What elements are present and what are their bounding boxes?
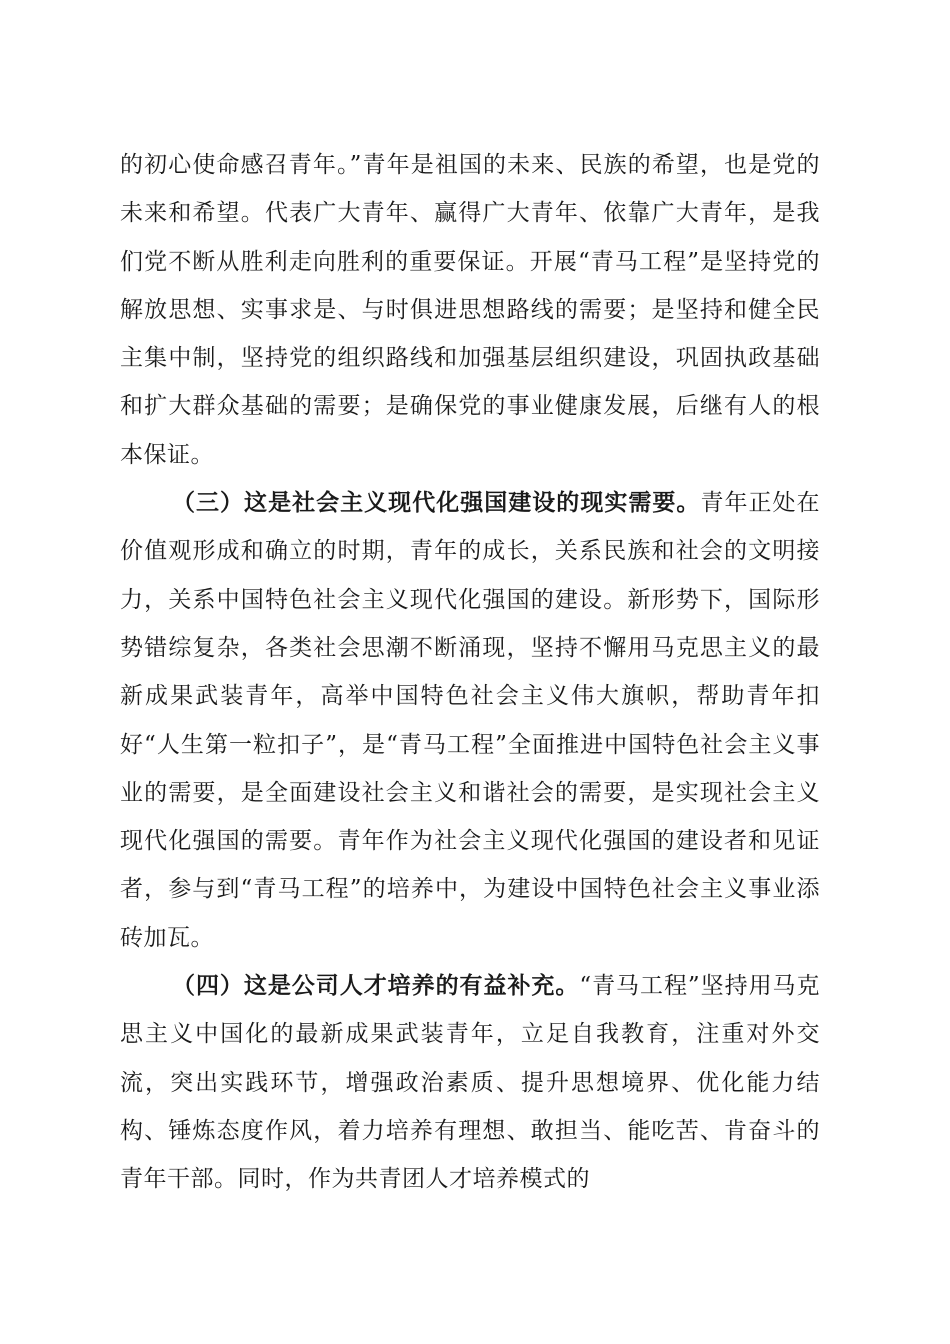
paragraph-2 xyxy=(120,479,820,962)
paragraph-3-heading: （四）这是公司人才培养的有益补充。 xyxy=(172,972,580,1000)
paragraph-2-text: 青年正处在价值观形成和确立的时期，青年的成长，关系民族和社会的文明接力，关系中国特色社会主义现代化强国的建设。新形势下，国际形势错综复杂，各类社会思潮不断涌现，坚持不懈用马克思主义的最新成果武装青年，高举中国特色社会主义伟大旗帜，帮助青年扣好“人生第一粒扣子”，是“青马工程”全面推进中国特色社会主义事业的需要，是全面建设社会主义和谐社会的需要，是实现社会主义现代化强国的需要。青年作为社会主义现代化强国的建设者和见证者，参与到“青马工程”的培养中，为建设中国特色社会主义事业添砖加瓦。 xyxy=(120,490,821,951)
paragraph-3-text: “青马工程”坚持用马克思主义中国化的最新成果武装青年，立足自我教育，注重对外交流，突出实践环节，增强政治素质、提升思想境界、优化能力结构、锤炼态度作风，着力培养有理想、敢担当、能吃苦、肯奋斗的青年干部。同时，作为共青团人才培养模式的 xyxy=(120,973,820,1193)
paragraph-3 xyxy=(120,962,820,1203)
document-body xyxy=(120,141,820,1204)
paragraph-2-heading: （三）这是社会主义现代化强国建设的现实需要。 xyxy=(172,489,701,517)
paragraph-1-text: 的初心使命感召青年。”青年是祖国的未来、民族的希望，也是党的未来和希望。代表广大青年、赢得广大青年、依靠广大青年，是我们党不断从胜利走向胜利的重要保证。开展“青马工程”是坚持党的解放思想、实事求是、与时俱进思想路线的需要；是坚持和健全民主集中制，坚持党的组织路线和加强基层组织建设，巩固执政基础和扩大群众基础的需要；是确保党的事业健康发展，后继有人的根本保证。 xyxy=(120,152,820,468)
paragraph-1 xyxy=(120,141,820,479)
